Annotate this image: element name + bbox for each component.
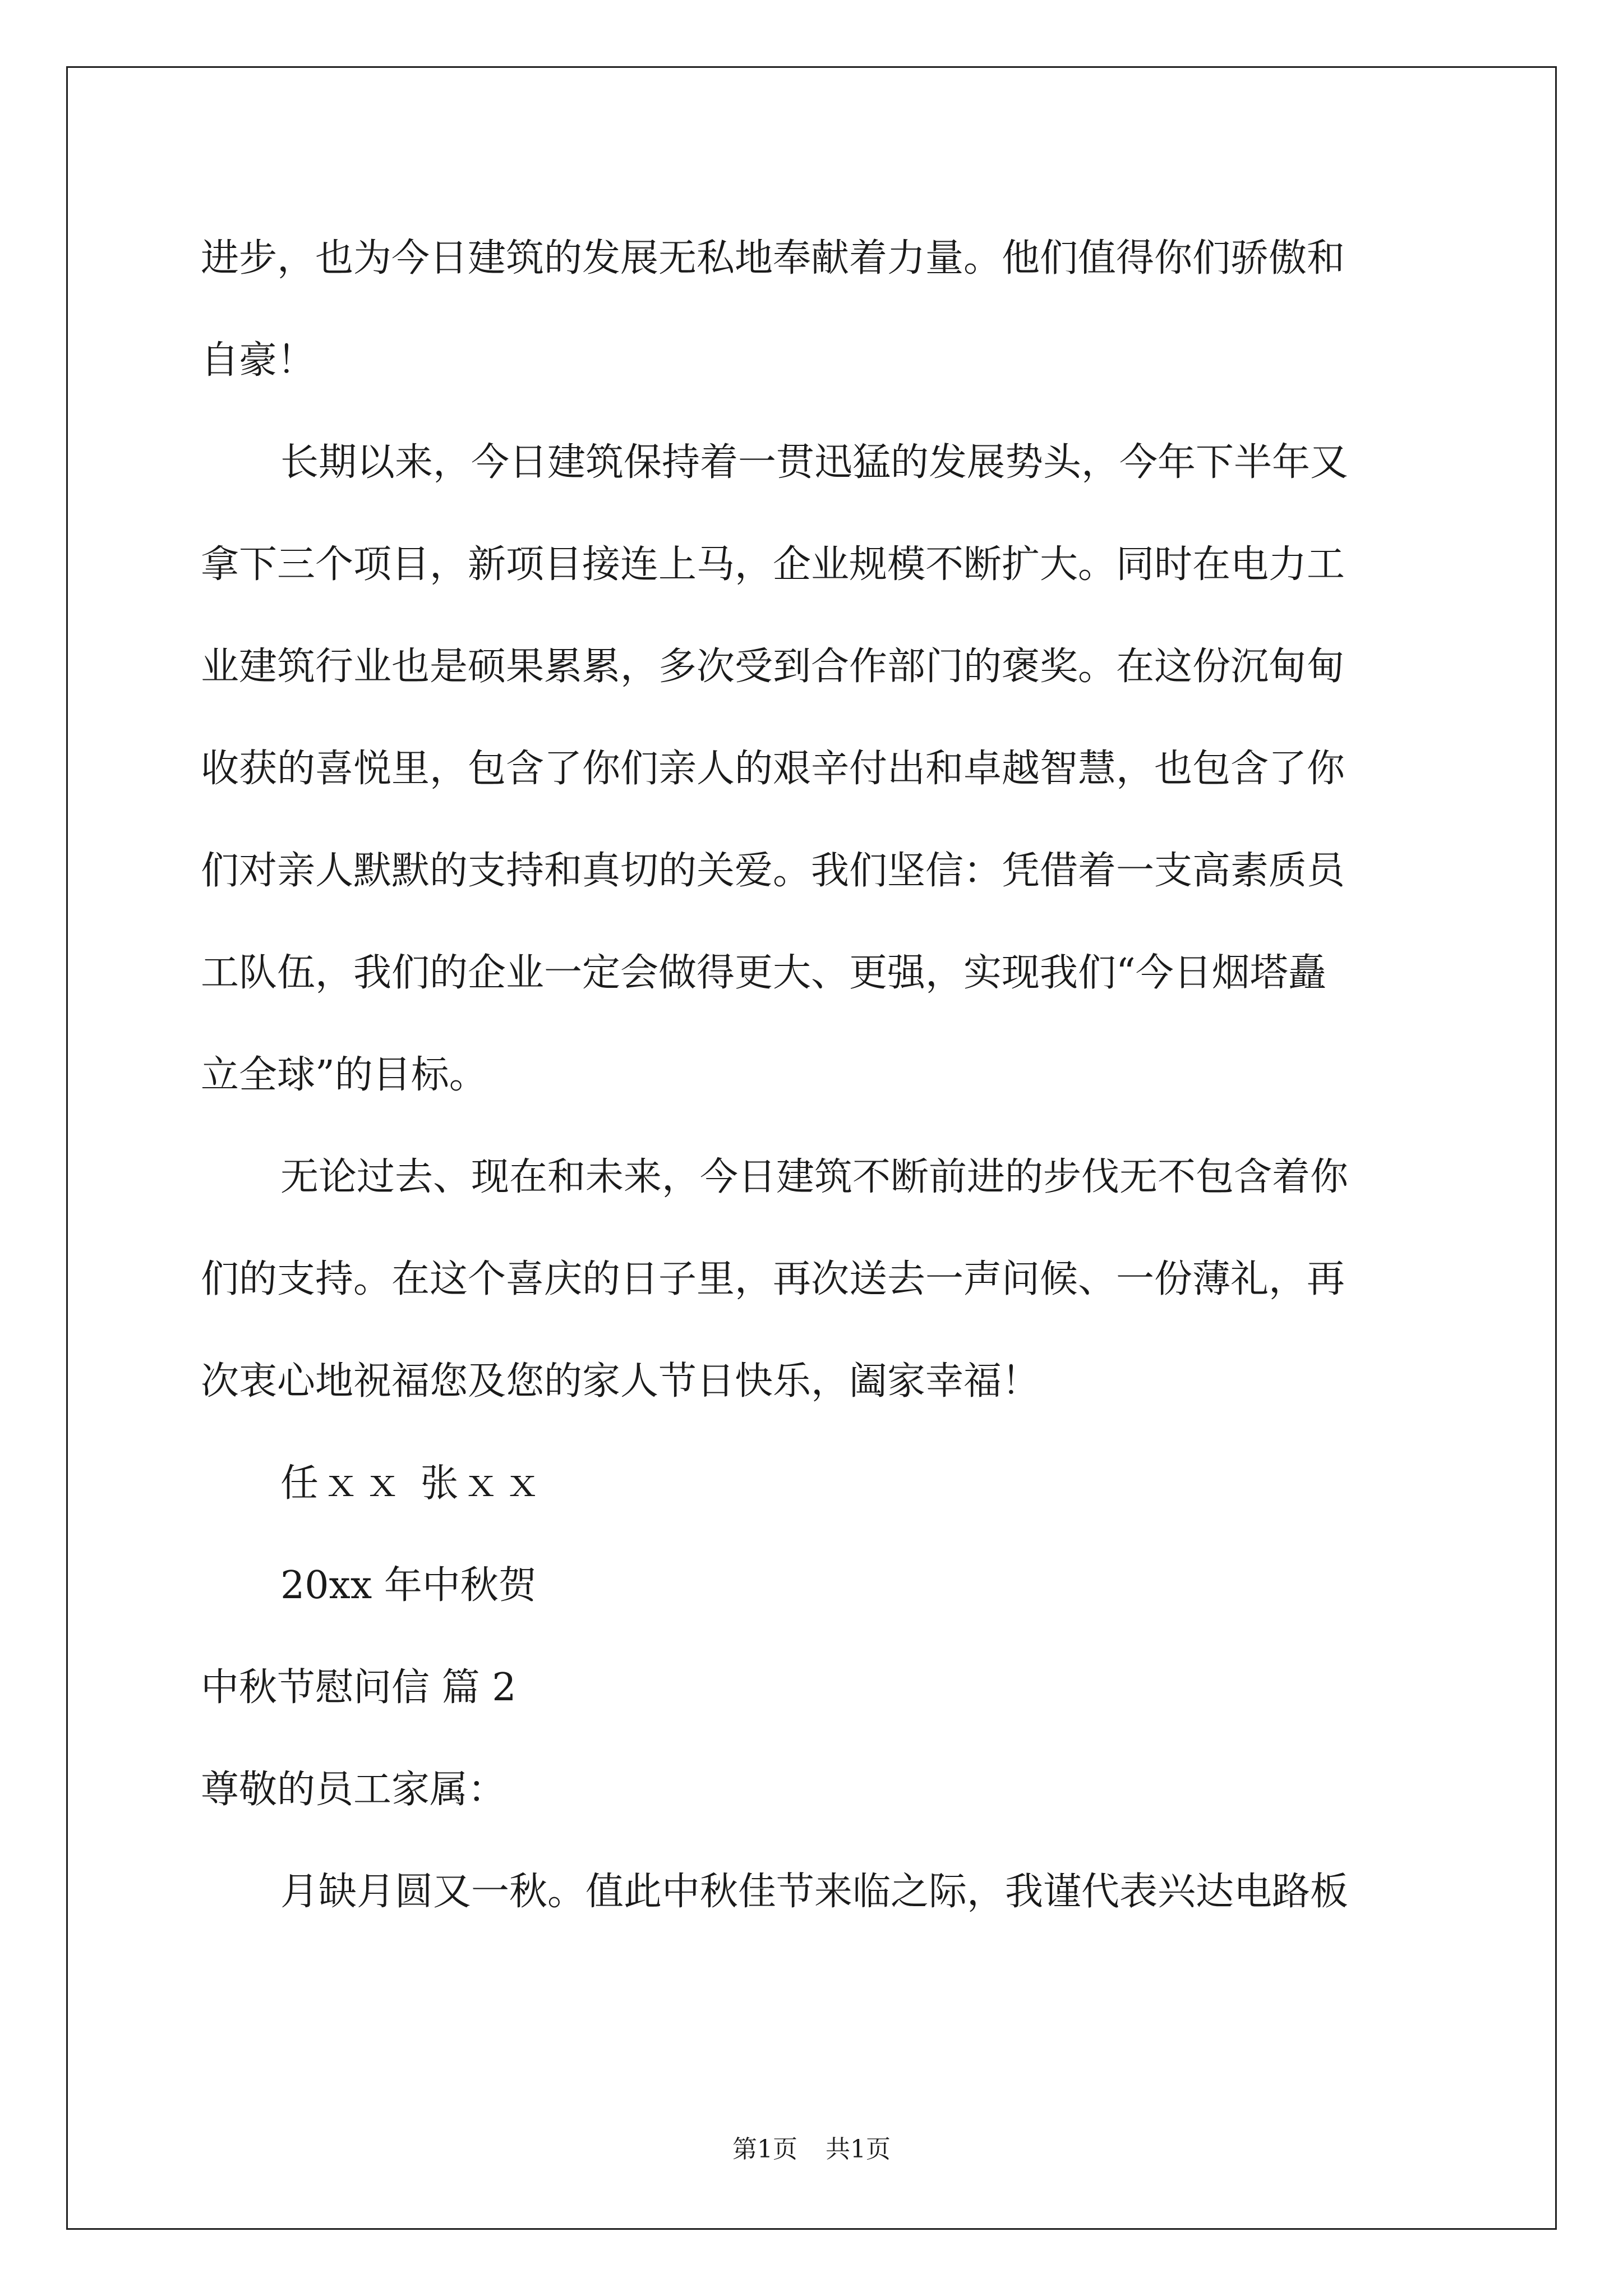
text-line: 长期以来，今日建筑保持着一贯迅猛的发展势头，今年下半年又: [280, 440, 1349, 485]
text-line: 次衷心地祝福您及您的家人节日快乐，阖家幸福！: [201, 1359, 1040, 1404]
text-line: 立全球”的目标。: [201, 1053, 487, 1097]
date-line: 20xx 年中秋贺: [280, 1563, 537, 1608]
text-line: 拿下三个项目，新项目接连上马，企业规模不断扩大。同时在电力工: [201, 542, 1345, 587]
text-line: 工队伍，我们的企业一定会做得更大、更强，实现我们“今日烟塔矗: [201, 951, 1326, 995]
page-number-total: 共1页: [826, 2135, 891, 2164]
text-line: 进步，也为今日建筑的发展无私地奉献着力量。他们值得你们骄傲和: [201, 236, 1345, 280]
text-line: 无论过去、现在和未来，今日建筑不断前进的步伐无不包含着你: [280, 1155, 1349, 1199]
text-line: 业建筑行业也是硕果累累，多次受到合作部门的褒奖。在这份沉甸甸: [201, 645, 1345, 689]
text-line: 收获的喜悦里，包含了你们亲人的艰辛付出和卓越智慧，也包含了你: [201, 747, 1345, 791]
text-line: 们的支持。在这个喜庆的日子里，再次送去一声问候、一份薄礼，再: [201, 1257, 1345, 1301]
salutation: 尊敬的员工家属：: [201, 1768, 506, 1812]
page-footer: [0, 2133, 1623, 2166]
section-heading: 中秋节慰问信 篇 2: [201, 1665, 517, 1710]
page-number-current: 第1页: [732, 2135, 797, 2164]
signature-line: 任ｘｘ 张ｘｘ: [280, 1461, 545, 1506]
document-body: [201, 208, 1435, 1943]
text-line: 们对亲人默默的支持和真切的关爱。我们坚信：凭借着一支高素质员: [201, 849, 1345, 893]
text-line: 月缺月圆又一秋。值此中秋佳节来临之际，我谨代表兴达电路板: [280, 1870, 1349, 1914]
text-line: 自豪！: [201, 338, 316, 383]
